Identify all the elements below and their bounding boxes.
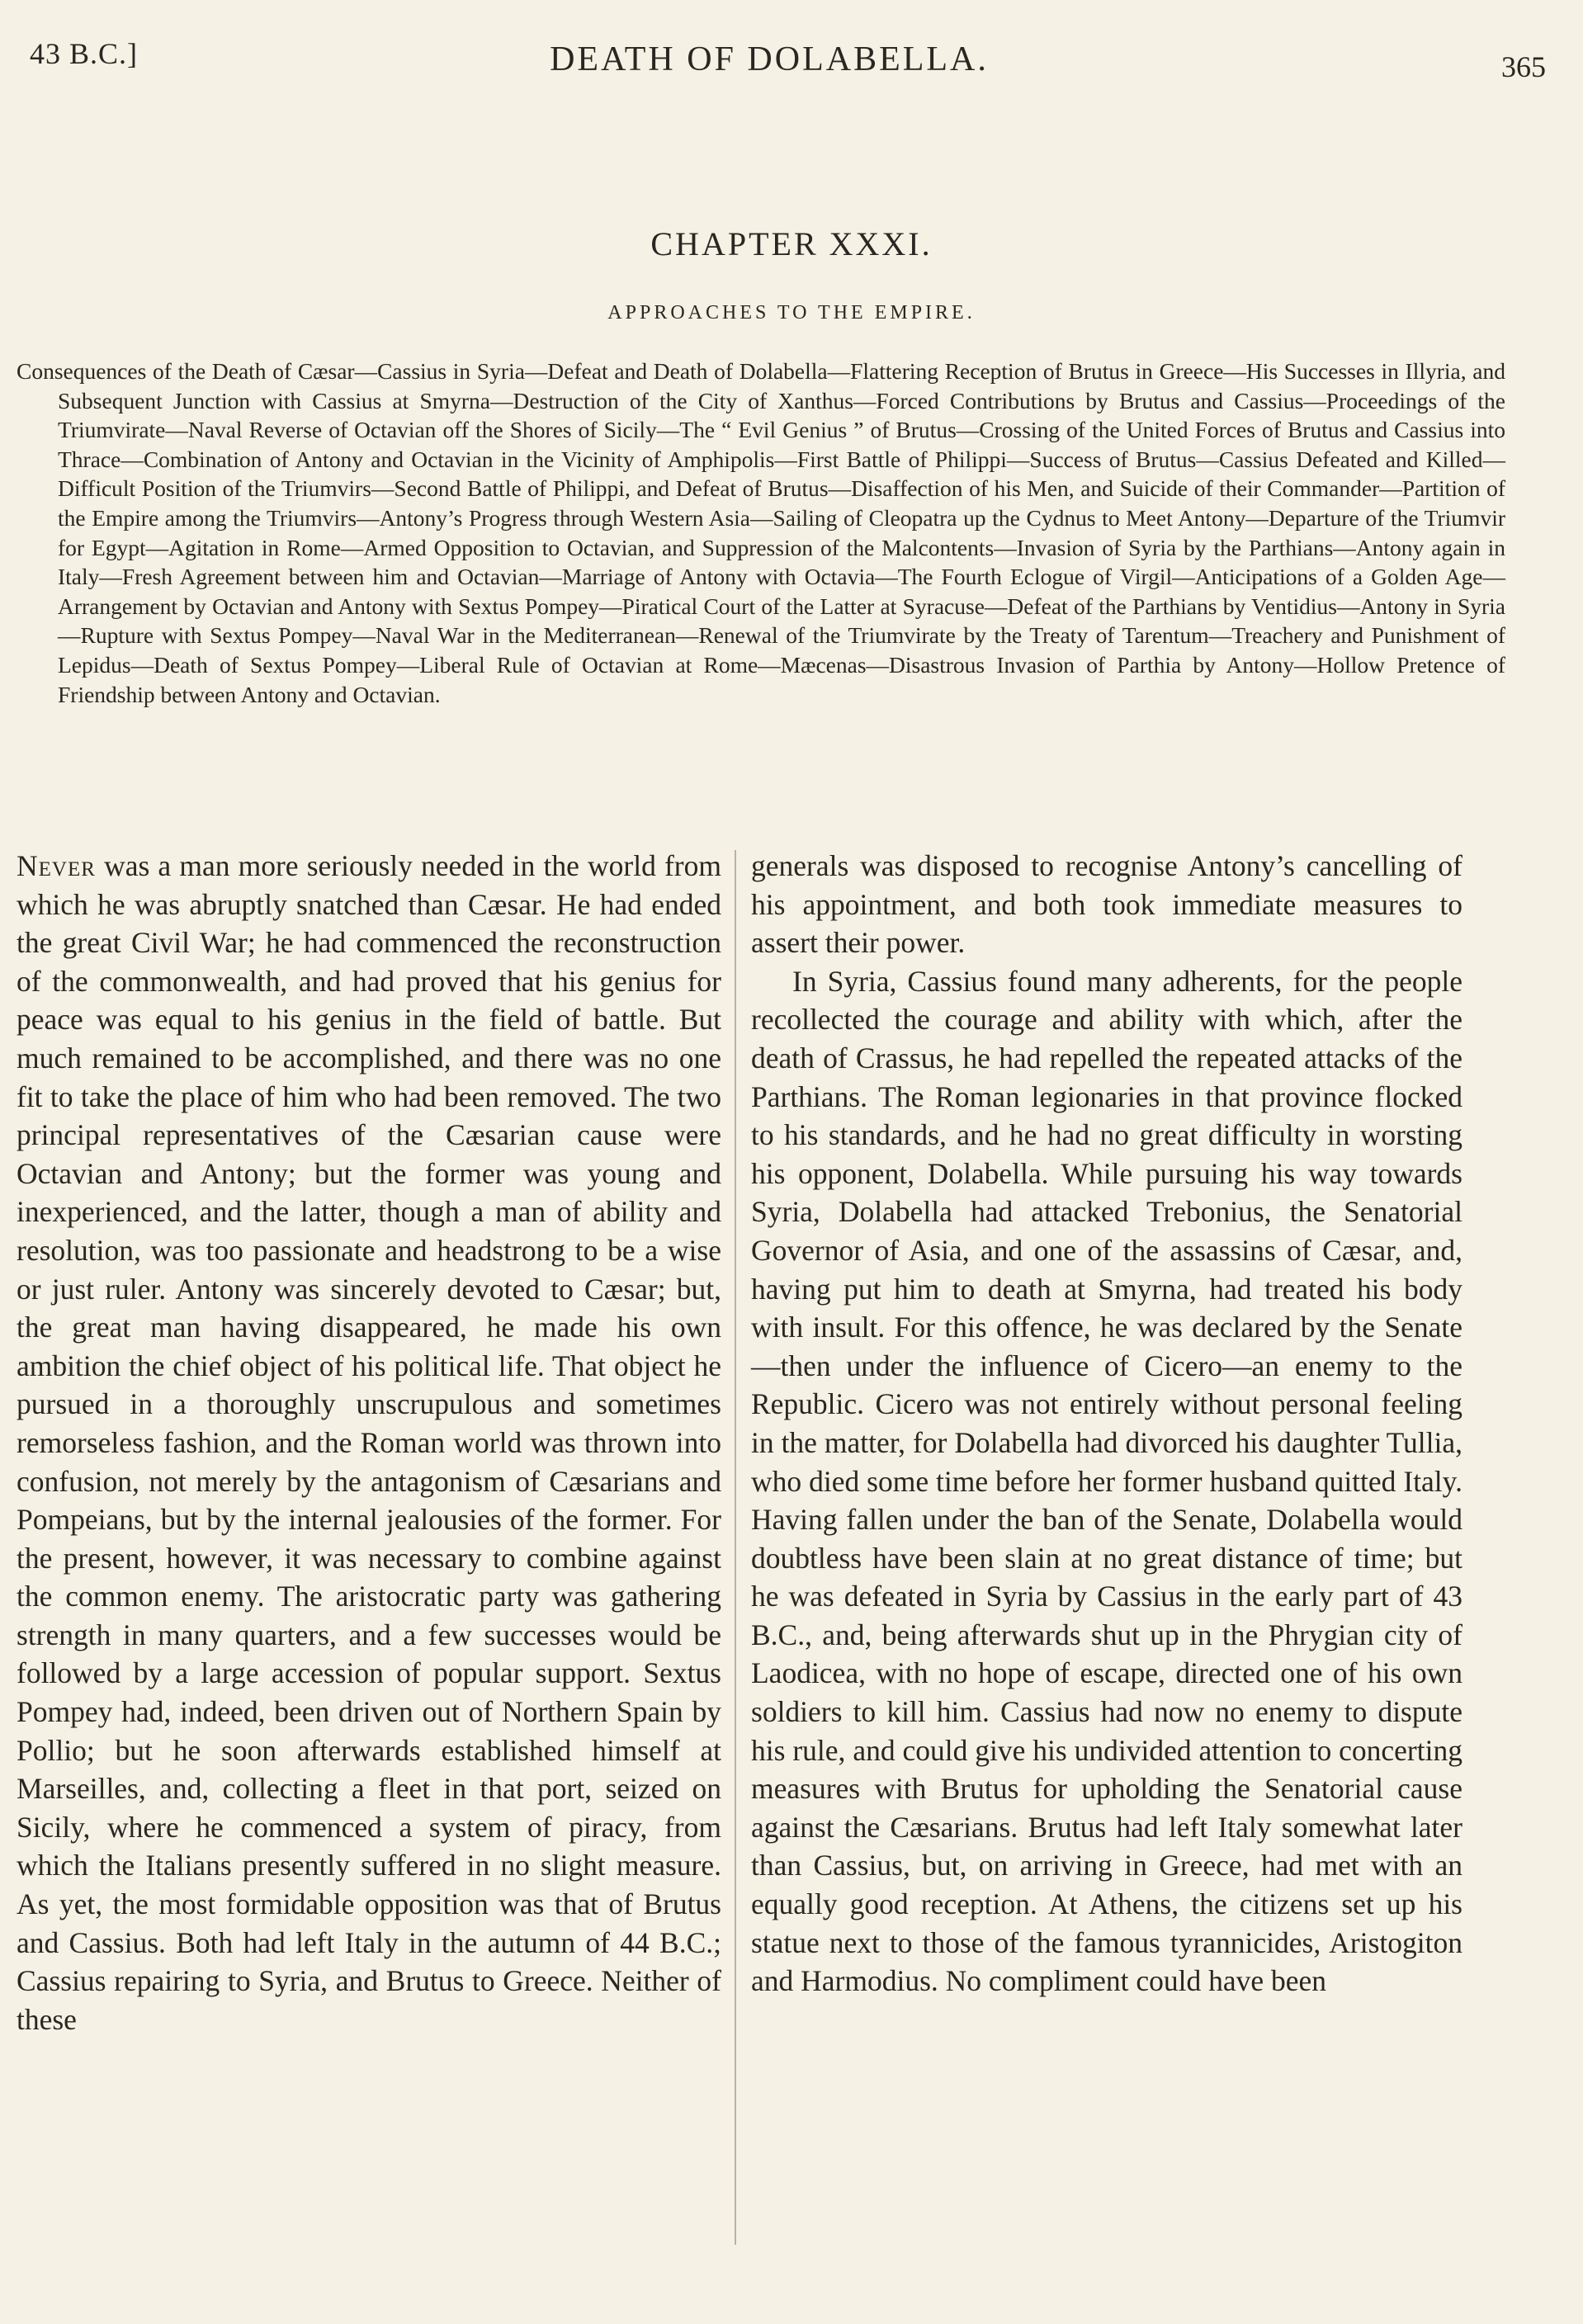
chapter-synopsis: Consequences of the Death of Cæsar—Cassius in Syria—Defeat and Death of Dolabella—Flattering Reception of Brutus in Greece—His Successes in Illyria, and Subsequent Junction with Cassius at Smyrna—Destruction of the City of Xanthus—Forced Contributions by Brutus and Cassius—Proceedings of the Triumvirate—Naval Reverse of Octavian off the Shores of Sicily—The “ Evil Genius ” of Brutus—Crossing of the United Forces of Brutus and Cassius into Thrace—Combination of Antony and Octavian in the Vicinity of Amphipolis—First Battle of Philippi—Success of Brutus—Cassius Defeated and Killed—Difficult Position of the Triumvirs—Second Battle of Philippi, and Defeat of Brutus—Disaffection of his Men, and Suicide of their Commander—Partition of the Empire among the Triumvirs—Antony’s Progress through Western Asia—Sailing of Cleopatra up the Cydnus to Meet Antony—Departure of the Triumvir for Egypt—Agitation in Rome—Armed Opposition to Octavian, and Suppression of the Malcontents—Invasion of Syria by the Parthians—Antony again in Italy—Fresh Agreement between him and Octavian—Marriage of Antony with Octavia—The Fourth Eclogue of Virgil—Anticipations of a Golden Age—Arrangement by Octavian and Antony with Sextus Pompey—Piratical Court of the Latter at Syracuse—Defeat of the Parthians by Ventidius—Antony in Syria—Rupture with Sextus Pompey—Naval War in the Mediterranean—Renewal of the Triumvirate by the Treaty of Tarentum—Treachery and Punishment of Lepidus—Death of Sextus Pompey—Liberal Rule of Octavian at Rome—Mæcenas—Disastrous Invasion of Parthia by Antony—Hollow Pretence of Friendship between Antony and Octavian. — [17, 358, 1505, 707]
chapter-subtitle: APPROACHES TO THE EMPIRE. — [607, 302, 976, 324]
chapter-title: CHAPTER XXXI. — [650, 225, 933, 262]
opening-word: Never — [17, 849, 96, 882]
continued-paragraph: generals was disposed to recognise Antony’s cancelling of his appointment, and both took immediate measures to assert their power. — [751, 849, 1463, 960]
column-divider — [735, 850, 736, 2245]
running-head — [30, 33, 1546, 83]
running-head-title: DEATH OF DOLABELLA. — [550, 40, 989, 78]
opening-paragraph-text: was a man more seriously needed in the world from which he was abruptly snatched than Cæsar. He had ended the great Civil War; he had commenced the reconstruction of the commonwealth, and had proved that his genius for peace was equal to his genius in the field of battle. But much remained to be accomplished, and there was no one fit to take the place of him who had been removed. The two principal representatives of the Cæsarian cause were Octavian and Antony; but the former was young and inexperienced, and the latter, though a man of ability and resolution, was too passionate and headstrong to be a wise or just ruler. Antony was sincerely devoted to Cæsar; but, the great man having disappeared, he made his own ambition the chief object of his political life. That object he pursued in a thoroughly unscrupulous and sometimes remorseless fashion, and the Roman world was thrown into confusion, not merely by the antagonism of Cæsarians and Pompeians, but by the internal jealousies of the former. For the present, however, it was necessary to combine against the common enemy. The aristocratic party was gathering strength in many quarters, and a few successes would be followed by a large accession of popular support. Sextus Pompey had, indeed, been driven out of Northern Spain by Pollio; but he soon afterwards established himself at Marseilles, and, collecting a fleet in that port, seized on Sicily, where he commenced a system of piracy, from which the Italians presently suffered in no slight measure. As yet, the most formidable opposition was that of Brutus and Cassius. Both had left Italy in the autumn of 44 B.C.; Cassius repairing to Syria, and Brutus to Greece. Neither of these — [17, 849, 721, 2036]
running-head-date: 43 B.C.] — [30, 37, 139, 70]
opening-paragraph — [17, 847, 721, 2038]
page-number: 365 — [1501, 50, 1546, 83]
body-column-right — [751, 847, 1463, 2000]
syria-paragraph: In Syria, Cassius found many adherents, for the people recollected the courage and ability with which, after the death of Crassus, he had repelled the repeated attacks of the Parthians. The Roman legionaries in that province flocked to his standards, and he had no great difficulty in worsting his opponent, Dolabella. While pursuing his way towards Syria, Dolabella had attacked Trebonius, the Senatorial Governor of Asia, and one of the assassins of Cæsar, and, having put him to death at Smyrna, had treated his body with insult. For this offence, he was declared by the Senate—then under the influence of Cicero—an enemy to the Republic. Cicero was not entirely without personal feeling in the matter, for Dolabella had divorced his daughter Tullia, who died some time before her former husband quitted Italy. Having fallen under the ban of the Senate, Dolabella would doubtless have been slain at no great distance of time; but he was defeated in Syria by Cassius in the early part of 43 B.C., and, being afterwards shut up in the Phrygian city of Laodicea, with no hope of escape, directed one of his own soldiers to kill him. Cassius had now no enemy to dispute his rule, and could give his undivided attention to concerting measures with Brutus for upholding the Senatorial cause against the Cæsarians. Brutus had left Italy somewhat later than Cassius, but, on arriving in Greece, had met with an equally good reception. At Athens, the citizens set up his statue next to those of the famous tyrannicides, Aristogiton and Harmodius. No compliment could have been — [751, 964, 1463, 1998]
body-column-left — [17, 847, 721, 2038]
